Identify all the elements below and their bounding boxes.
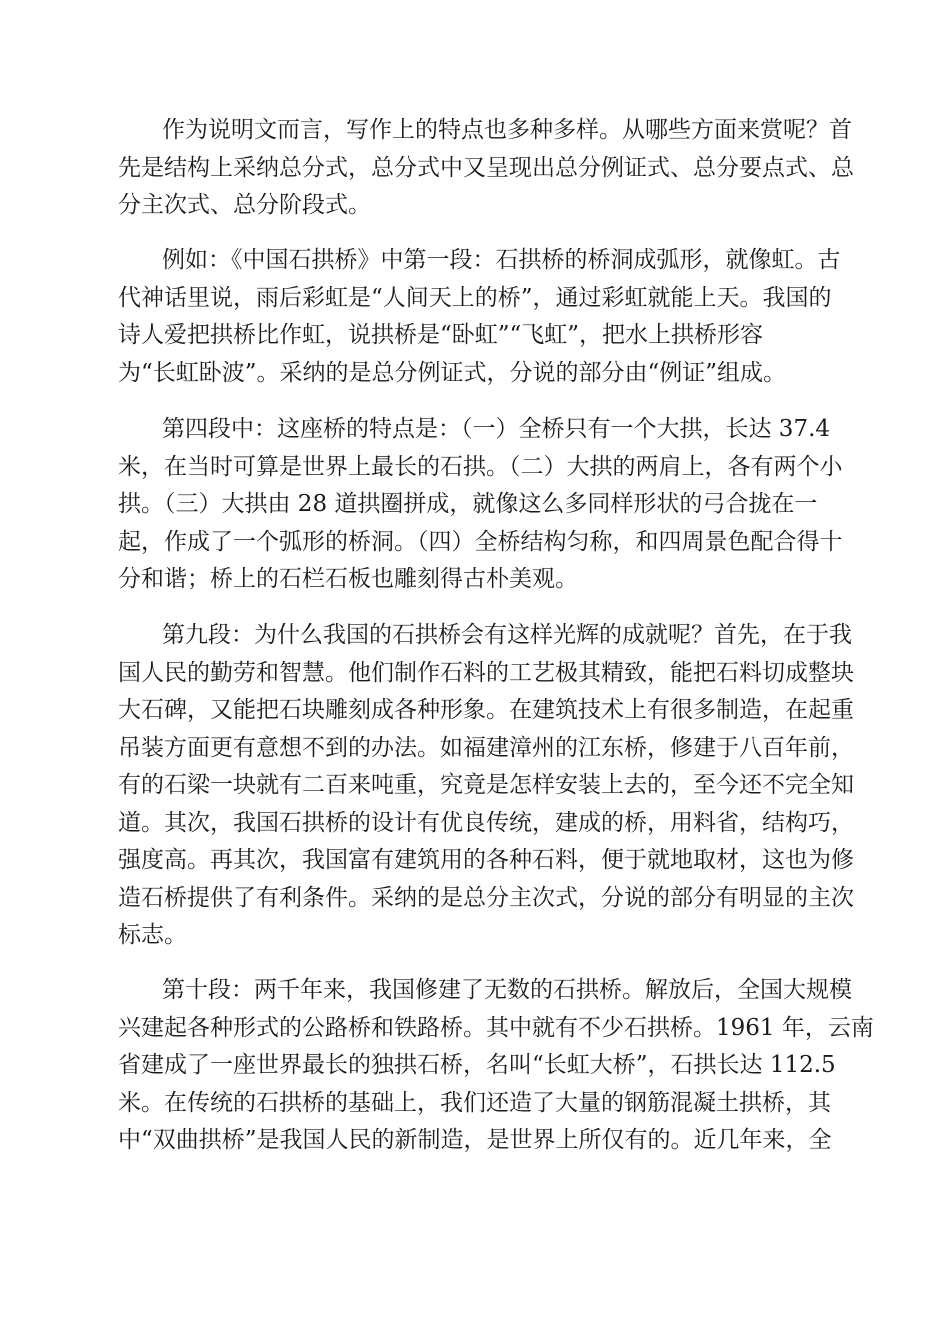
text-line: 米。在传统的石拱桥的基础上，我们还造了大量的钢筋混凝土拱桥，其 [118,1089,831,1116]
text-line: 第九段：为什么我国的石拱桥会有这样光辉的成就呢？首先，在于我 [162,622,852,648]
text-line: 国人民的勤劳和智慧。他们制作石料的工艺极其精致，能把石料切成整块 [118,659,854,686]
text-line: 例如：《中国石拱桥》中第一段：石拱桥的桥洞成弧形，就像虹。古 [162,247,841,273]
text-line: 先是结构上采纳总分式，总分式中又呈现出总分例证式、总分要点式、总 [118,154,854,181]
text-line: 大石碑，又能把石块雕刻成各种形象。在建筑技术上有很多制造，在起重 [118,697,854,723]
paragraph-intro [118,112,854,225]
text-line: 有的石梁一块就有二百来吨重，究竟是怎样安装上去的，至今还不完全知 [118,772,854,798]
text-line: 标志。 [118,922,187,948]
text-line: 道。其次，我国石拱桥的设计有优良传统，建成的桥，用料省，结构巧， [118,809,854,836]
text-line: 作为说明文而言，写作上的特点也多种多样。从哪些方面来赏呢？首 [162,117,852,143]
text-line: 造石桥提供了有利条件。采纳的是总分主次式，分说的部分有明显的主次 [118,884,854,911]
paragraph-section-10 [118,972,874,1160]
text-line: 代神话里说，雨后彩虹是“人间天上的桥”，通过彩虹就能上天。我国的 [118,284,832,311]
text-line: 兴建起各种形式的公路桥和铁路桥。其中就有不少石拱桥。1961 年，云南 [118,1014,874,1041]
text-line: 分主次式、总分阶段式。 [118,192,371,218]
text-line: 省建成了一座世界最长的独拱石桥，名叫“长虹大桥”，石拱长达 112.5 [118,1052,836,1078]
paragraph-example-section-1 [118,242,841,392]
paragraph-section-4 [118,411,843,599]
text-line: 第四段中：这座桥的特点是：（一）全桥只有一个大拱，长达 37.4 [162,416,831,442]
text-line: 为“长虹卧波”。采纳的是总分例证式，分说的部分由“例证”组成。 [118,359,787,386]
text-line: 吊装方面更有意想不到的办法。如福建漳州的江东桥，修建于八百年前， [118,734,854,761]
text-line: 第十段：两千年来，我国修建了无数的石拱桥。解放后，全国大规模 [162,977,852,1003]
text-line: 强度高。再其次，我国富有建筑用的各种石料，便于就地取材，这也为修 [118,847,854,873]
text-line: 诗人爱把拱桥比作虹，说拱桥是“卧虹”“飞虹”，把水上拱桥形容 [118,322,764,348]
text-line: 米，在当时可算是世界上最长的石拱。（二）大拱的两肩上，各有两个小 [118,453,843,480]
paragraph-section-9 [118,617,854,955]
text-line: 中“双曲拱桥”是我国人民的新制造，是世界上所仅有的。近几年来，全 [118,1127,832,1153]
text-line: 分和谐；桥上的石栏石板也雕刻得古朴美观。 [118,566,578,592]
text-line: 起，作成了一个弧形的桥洞。（四）全桥结构匀称，和四周景色配合得十 [118,528,843,555]
text-line: 拱。（三）大拱由 28 道拱圈拼成，就像这么多同样形状的弓合拢在一 [118,491,818,517]
